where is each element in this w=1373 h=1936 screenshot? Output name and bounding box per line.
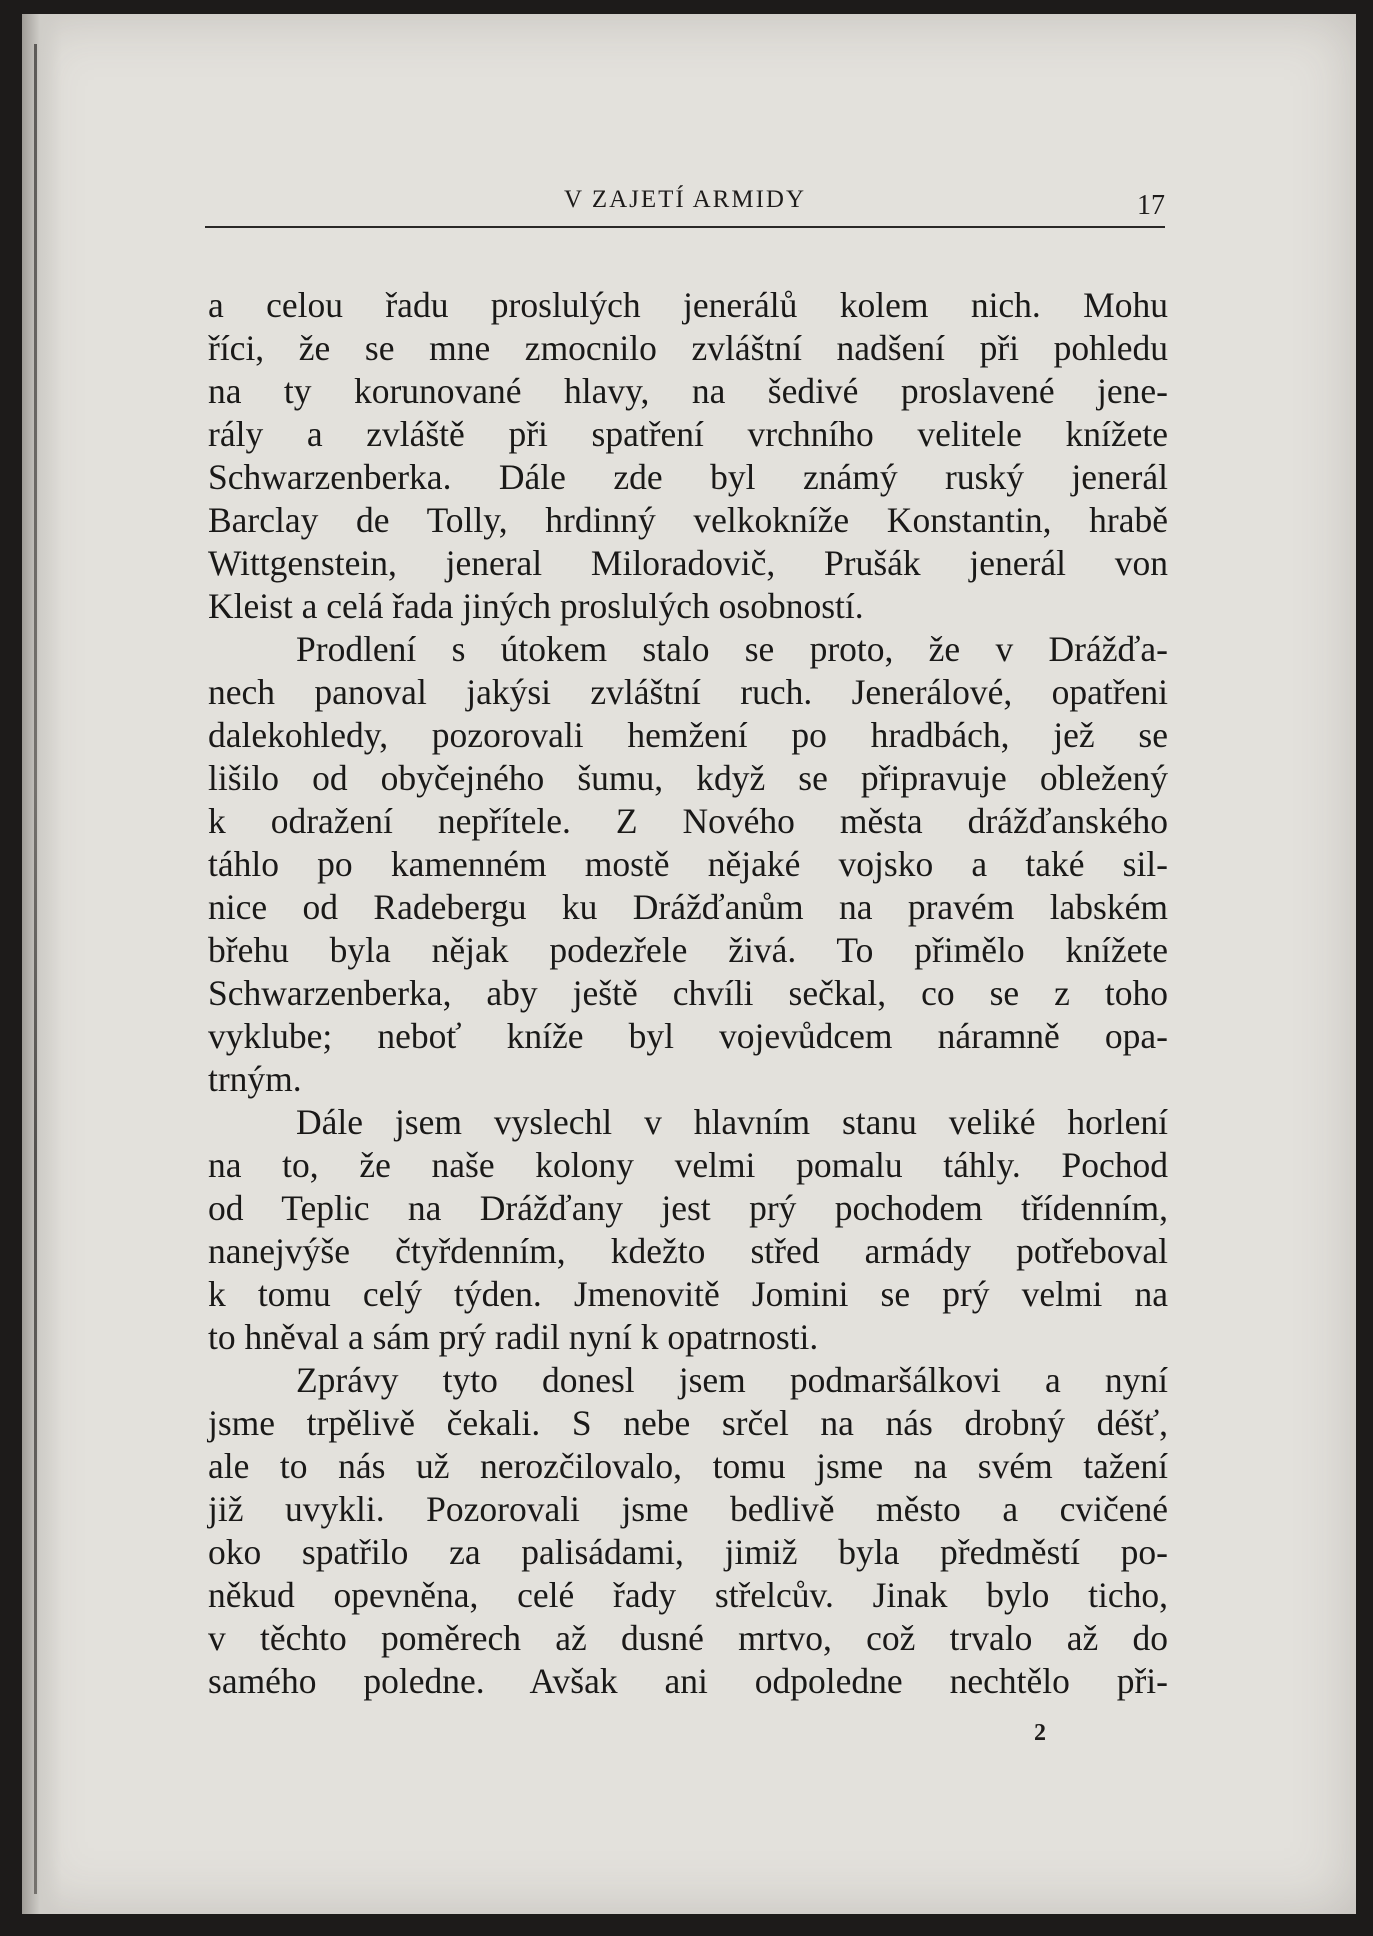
signature-mark: 2 bbox=[1034, 1720, 1046, 1746]
book-page bbox=[22, 14, 1356, 1914]
text-line: Schwarzenberka, aby ještě chvíli sečkal, co se z toho bbox=[208, 973, 1168, 1013]
text-line: Schwarzenberka. Dále zde byl známý ruský jenerál bbox=[208, 457, 1168, 497]
paragraph bbox=[208, 628, 1168, 1101]
text-line: samého poledne. Avšak ani odpoledne nechtělo při- bbox=[208, 1661, 1168, 1701]
text-line: Prodlení s útokem stalo se proto, že v Drážďa- bbox=[296, 629, 1168, 669]
text-line: jsme trpělivě čekali. S nebe srčel na nás drobný déšť, bbox=[208, 1403, 1168, 1443]
running-title: V ZAJETÍ ARMIDY bbox=[563, 186, 807, 213]
text-line: lišilo od obyčejného šumu, když se připravuje obležený bbox=[208, 758, 1168, 798]
text-line: to hněval a sám prý radil nyní k opatrnosti. bbox=[208, 1317, 819, 1357]
text-line: nanejvýše čtyřdenním, kdežto střed armády potřeboval bbox=[208, 1231, 1168, 1271]
text-line: trným. bbox=[208, 1059, 302, 1099]
text-line: k odražení nepřítele. Z Nového města drážďanského bbox=[208, 801, 1168, 841]
header-rule bbox=[205, 226, 1165, 228]
text-line: Kleist a celá řada jiných proslulých osobností. bbox=[208, 586, 864, 626]
text-line: a celou řadu proslulých jenerálů kolem nich. Mohu bbox=[208, 285, 1168, 325]
text-line: k tomu celý týden. Jmenovitě Jomini se prý velmi na bbox=[208, 1274, 1168, 1314]
page-binding-edge bbox=[34, 44, 37, 1894]
text-line: vyklube; neboť kníže byl vojevůdcem náramně opa- bbox=[208, 1016, 1168, 1056]
running-header bbox=[205, 184, 1165, 228]
text-line: Barclay de Tolly, hrdinný velkokníže Konstantin, hrabě bbox=[208, 500, 1168, 540]
text-line: ale to nás už nerozčilovalo, tomu jsme na svém tažení bbox=[208, 1446, 1168, 1486]
text-line: na to, že naše kolony velmi pomalu táhly. Pochod bbox=[208, 1145, 1168, 1185]
text-line: Zprávy tyto donesl jsem podmaršálkovi a nyní bbox=[296, 1360, 1168, 1400]
text-line: dalekohledy, pozorovali hemžení po hradbách, jež se bbox=[208, 715, 1168, 755]
text-line: rály a zvláště při spatření vrchního velitele knížete bbox=[208, 414, 1168, 454]
text-line: břehu byla nějak podezřele živá. To přimělo knížete bbox=[208, 930, 1168, 970]
page-number: 17 bbox=[1137, 190, 1165, 221]
text-line: nech panoval jakýsi zvláštní ruch. Jenerálové, opatřeni bbox=[208, 672, 1168, 712]
page-binding-shadow bbox=[22, 14, 62, 1914]
text-line: Wittgenstein, jeneral Miloradovič, Prušák jenerál von bbox=[208, 543, 1168, 583]
text-line: od Teplic na Drážďany jest prý pochodem třídenním, bbox=[208, 1188, 1168, 1228]
text-line: na ty korunované hlavy, na šedivé proslavené jene- bbox=[208, 371, 1168, 411]
text-line: Dále jsem vyslechl v hlavním stanu veliké horlení bbox=[296, 1102, 1168, 1142]
paragraph bbox=[208, 1101, 1168, 1359]
text-line: oko spatřilo za palisádami, jimiž byla předměstí po- bbox=[208, 1532, 1168, 1572]
text-line: nice od Radebergu ku Drážďanům na pravém labském bbox=[208, 887, 1168, 927]
paragraph bbox=[208, 284, 1168, 628]
text-line: někud opevněna, celé řady střelcův. Jinak bylo ticho, bbox=[208, 1575, 1168, 1615]
text-line: již uvykli. Pozorovali jsme bedlivě město a cvičené bbox=[208, 1489, 1168, 1529]
text-line: táhlo po kamenném mostě nějaké vojsko a také sil- bbox=[208, 844, 1168, 884]
text-line: říci, že se mne zmocnilo zvláštní nadšení při pohledu bbox=[208, 328, 1168, 368]
text-line: v těchto poměrech až dusné mrtvo, což trvalo až do bbox=[208, 1618, 1168, 1658]
paragraph bbox=[208, 1359, 1168, 1703]
body-text bbox=[208, 284, 1168, 1703]
